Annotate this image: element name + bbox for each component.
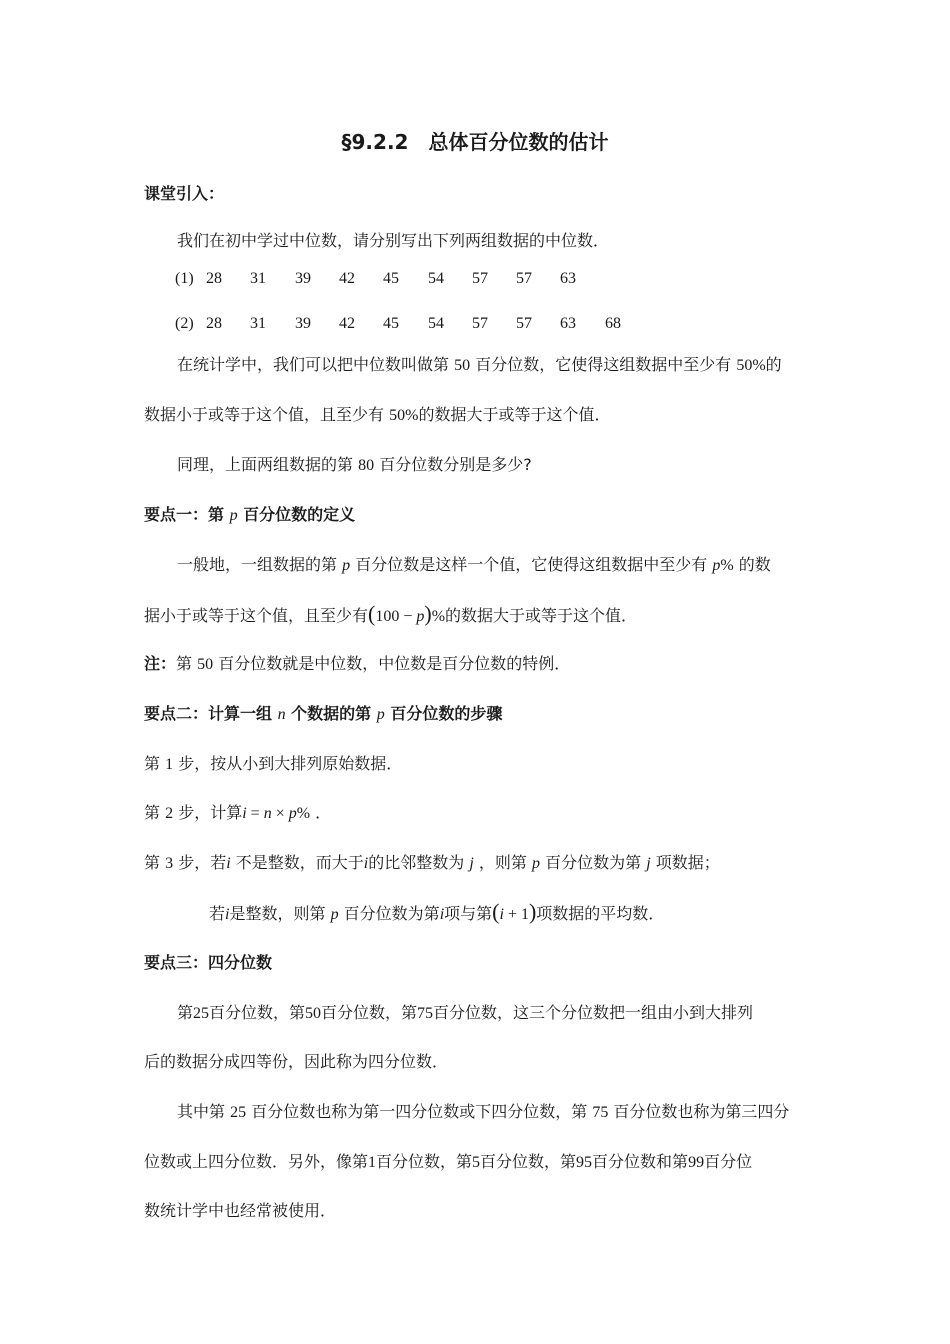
data-value: 57 [472,315,488,332]
data-value: 39 [295,315,311,332]
note: 注：第 50 百分位数就是中位数，中位数是百分位数的特例． [144,654,571,673]
intro-paragraph-line-2: 数据小于或等于这个值，且至少有 50%的数据大于或等于这个值． [144,405,611,424]
data-value: 31 [250,270,266,287]
data-value: 63 [560,315,576,332]
point1-line-1: 一般地，一组数据的第 p 百分位数是这样一个值，它使得这组数据中至少有 p% 的数 [177,555,771,574]
data-value: 45 [383,270,399,287]
data-value: 42 [339,315,355,332]
data-value: 28 [206,270,222,287]
data-value: 45 [383,315,399,332]
point2-heading: 要点二：计算一组 n 个数据的第 p 百分位数的步骤 [144,704,503,723]
point3-line-3: 其中第 25 百分位数也称为第一四分位数或下四分位数，第 75 百分位数也称为第三四分 [177,1102,790,1121]
data-value: 39 [295,270,311,287]
data-value: 63 [560,270,576,287]
data-value: 57 [516,270,532,287]
intro-question: 我们在初中学过中位数，请分别写出下列两组数据的中位数． [177,231,610,250]
point3-line-1: 第25百分位数，第50百分位数，第75百分位数，这三个分位数把一组由小到大排列 [177,1003,754,1022]
step-3: 第 3 步，若i 不是整数，而大于i的比邻整数为 j ，则第 p 百分位数为第 j 项数据； [144,853,720,872]
point3-line-5: 数统计学中也经常被使用． [144,1201,337,1220]
step-2: 第 2 步，计算i = n × p% ． [144,803,332,822]
step-1: 第 1 步，按从小到大排列原始数据． [144,754,403,773]
data-value: 42 [339,270,355,287]
data-value: 54 [428,270,444,287]
data-set-label: (1) [175,270,194,287]
data-value: 57 [516,315,532,332]
point3-line-4: 位数或上四分位数．另外，像第1百分位数，第5百分位数，第95百分位数和第99百分位 [144,1152,753,1171]
point1-heading: 要点一：第 p 百分位数的定义 [144,505,356,524]
point3-heading: 要点三：四分位数 [144,953,273,972]
data-value: 28 [206,315,222,332]
intro-paragraph-line-1: 在统计学中，我们可以把中位数叫做第 50 百分位数，它使得这组数据中至少有 50%的 [177,355,782,374]
point1-line-2: 据小于或等于这个值，且至少有(100 − p)%的数据大于或等于这个值． [144,601,638,626]
data-value: 68 [605,315,621,332]
data-value: 57 [472,270,488,287]
data-set-label: (2) [175,315,194,332]
point3-line-2: 后的数据分成四等份，因此称为四分位数． [144,1052,449,1071]
data-value: 31 [250,315,266,332]
intro-question-2: 同理，上面两组数据的第 80 百分位数分别是多少? [177,455,532,474]
intro-heading: 课堂引入： [144,184,225,203]
page-title: §9.2.2 总体百分位数的估计 [341,130,609,154]
step-3-integer-case: 若i是整数，则第 p 百分位数为第i项与第(i + 1)项数据的平均数． [209,899,665,924]
data-value: 54 [428,315,444,332]
